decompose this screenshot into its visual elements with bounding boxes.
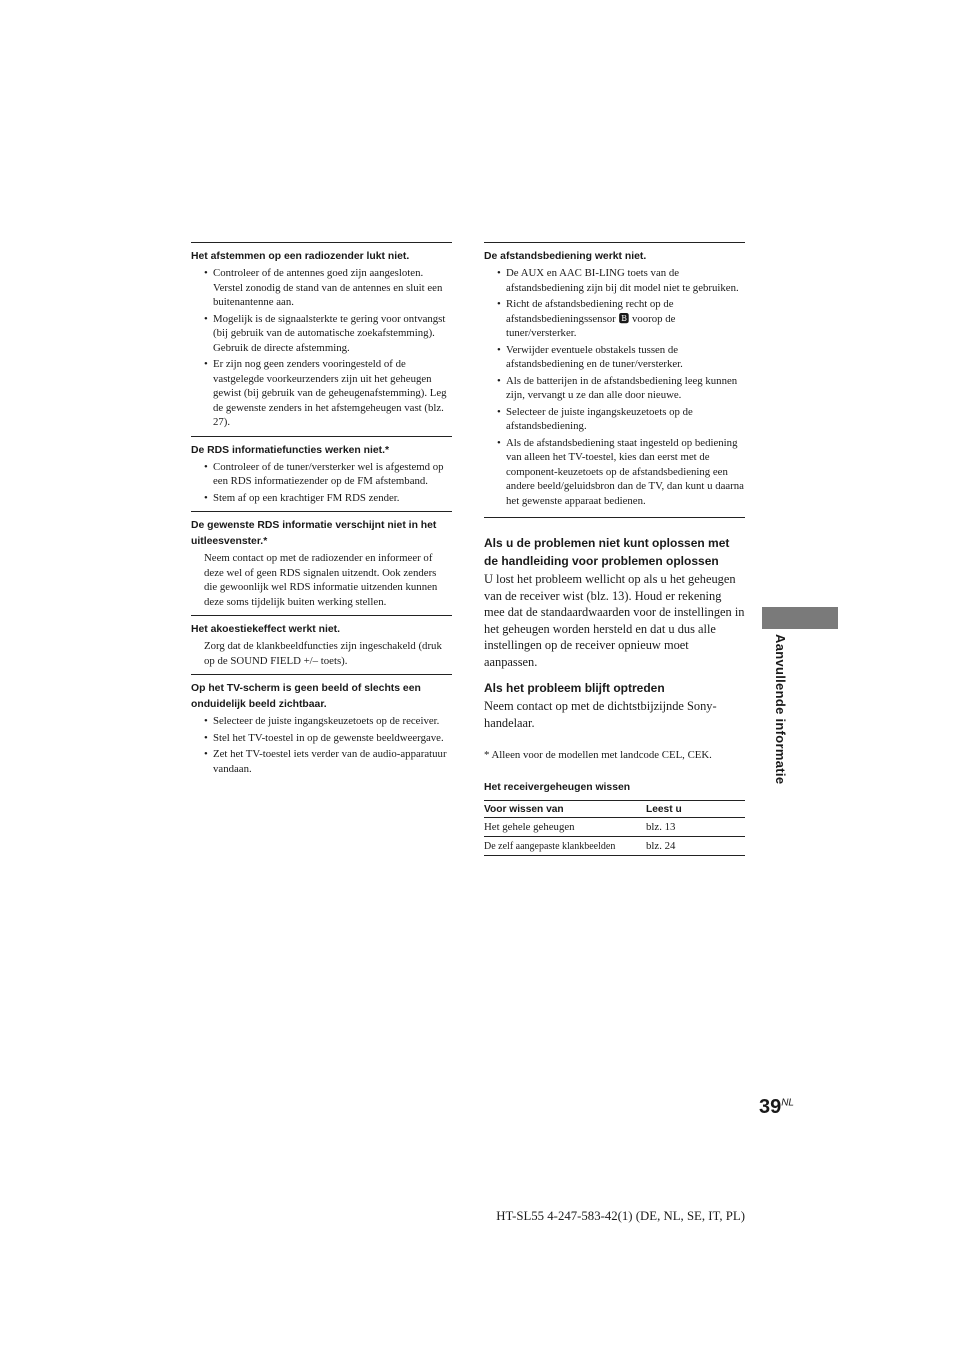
list-item: • Selecteer de juiste ingangskeuzetoets op de afstandsbediening. — [506, 405, 745, 434]
list-item: • Mogelijk is de signaalsterkte te gering voor ontvangst (bij gebruik van de automatische zoekafstemming). Gebruik de directe afstemming. — [213, 312, 452, 356]
list-item: • De AUX en AAC BI-LING toets van de afstandsbediening zijn bij dit model niet te gebruiken. — [506, 266, 745, 295]
heading-persist: Als het probleem blijft optreden — [484, 680, 665, 695]
table-cell: blz. 24 — [646, 837, 745, 856]
section-title: Het afstemmen op een radiozender lukt niet. — [191, 251, 410, 262]
list-item: • Stel het TV-toestel in op de gewenste beeldweergave. — [213, 731, 452, 746]
list-item: • Zet het TV-toestel iets verder van de audio-apparatuur vandaan. — [213, 747, 452, 776]
table-cell: blz. 13 — [646, 818, 745, 837]
list-item: • Als de afstandsbediening staat ingesteld op bediening van alleen het TV-toestel, kies dan eerst met de component-keuzetoets op de afstandsbediening een andere beeld/geluidsbron dan de TV, dan kunt u daarna het gewenste apparaat bedienen. — [506, 436, 745, 509]
page-number-value: 39 — [758, 1096, 782, 1118]
section-tab-label: Aanvullende informatie — [773, 634, 788, 785]
section-sound-effect — [191, 615, 452, 668]
page-number-suffix: NL — [781, 1097, 794, 1109]
table-header-row — [484, 801, 745, 818]
memory-reset-table — [484, 800, 745, 856]
table-row — [484, 837, 745, 856]
section-title: De afstandsbediening werkt niet. — [484, 251, 647, 262]
model-code: HT-SL55 4-247-583-42(1) (DE, NL, SE, IT, PL) — [496, 1209, 745, 1223]
column-header: Leest u — [646, 801, 745, 818]
section-title: Op het TV-scherm is geen beeld of slechts een onduidelijk beeld zichtbaar. — [191, 683, 421, 710]
list-item: • Selecteer de juiste ingangskeuzetoets op de receiver. — [213, 714, 452, 729]
table-caption: Het receivergeheugen wissen — [484, 782, 631, 794]
list-item: • Controleer of de antennes goed zijn aangesloten. Verstel zonodig de stand van de antennes en sluit een buitenantenne aan. — [213, 266, 452, 310]
page-number — [759, 1096, 794, 1119]
bullet-list — [191, 714, 452, 776]
list-item: • Richt de afstandsbediening recht op de afstandsbedieningssensor 🅱 voorop de tuner/versterker. — [506, 297, 745, 341]
section-paragraph: Zorg dat de klankbeeldfuncties zijn ingeschakeld (druk op de SOUND FIELD +/– toets). — [204, 640, 442, 667]
right-column — [484, 242, 745, 856]
bullet-list — [484, 266, 745, 508]
section-rds-functions — [191, 436, 452, 506]
text-persist: Neem contact op met de dichtstbijzijnde Sony-handelaar. — [484, 699, 717, 730]
footnote: * Alleen voor de modellen met landcode CEL, CEK. — [484, 749, 712, 762]
table-row — [484, 818, 745, 837]
list-item: • Verwijder eventuele obstakels tussen de afstandsbediening en de tuner/versterker. — [506, 343, 745, 372]
bullet-list — [191, 266, 452, 430]
section-tuning — [191, 242, 452, 430]
list-item: • Er zijn nog geen zenders vooringesteld of de vastgelegde voorkeurzenders zijn uit het geheugen gewist (bij gebruik van de geheugenafstemming). Leg de gewenste zenders in het afstemgeheugen vast (blz. 27). — [213, 357, 452, 430]
section-remote — [484, 242, 745, 518]
list-item: • Controleer of de tuner/versterker wel is afgestemd op een RDS informatiezender op de FM afstemband. — [213, 460, 452, 489]
column-header: Voor wissen van — [484, 801, 646, 818]
section-paragraph: Neem contact op met de radiozender en informeer of deze wel of geen RDS signalen uitzendt. Ook zenders die gewoonlijk wel RDS informatie uitzenden kunnen deze soms tijdelijk buiten werking stellen. — [204, 552, 438, 608]
text-unsolved: U lost het probleem wellicht op als u het geheugen van de receiver wist (blz. 13). Houd er rekening mee dat de standaardwaarden voor de instellingen in het geheugen worden hersteld en dat u dus alle instellingen op de receiver opnieuw moet aanpassen. — [484, 572, 745, 669]
section-title: De gewenste RDS informatie verschijnt niet in het uitleesvenster.* — [191, 520, 437, 547]
list-item: • Als de batterijen in de afstandsbediening leeg kunnen zijn, vervangt u ze dan alle door nieuwe. — [506, 374, 745, 403]
section-tv-picture — [191, 674, 452, 776]
section-rds-display — [191, 511, 452, 609]
left-column — [191, 242, 452, 778]
list-item: • Stem af op een krachtiger FM RDS zender. — [213, 491, 452, 506]
section-title: De RDS informatiefuncties werken niet.* — [191, 444, 390, 456]
bullet-list — [191, 460, 452, 506]
table-cell: Het gehele geheugen — [484, 818, 646, 837]
section-tab-marker — [762, 607, 838, 629]
heading-unsolved: Als u de problemen niet kunt oplossen met de handleiding voor problemen oplossen — [484, 536, 730, 568]
section-title: Het akoestiekeffect werkt niet. — [191, 624, 340, 635]
table-cell: De zelf aangepaste klankbeelden — [484, 837, 646, 856]
